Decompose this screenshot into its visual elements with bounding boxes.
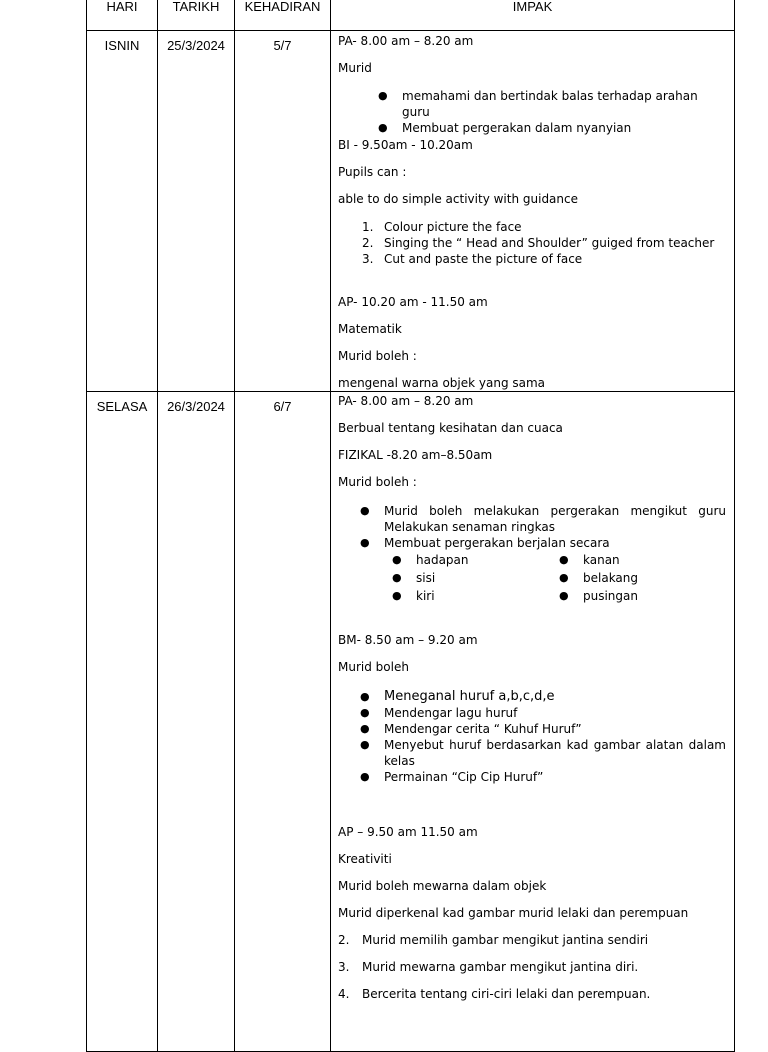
date-cell: 26/3/2024 (158, 392, 235, 1052)
session-time: PA- 8.00 am – 8.20 am (338, 394, 474, 408)
bullet-icon: ● (360, 536, 370, 549)
text-line: able to do simple activity with guidance (338, 192, 578, 206)
text-line: Berbual tentang kesihatan dan cuaca (338, 421, 563, 435)
table-row (87, 392, 735, 1052)
header-tarikh: TARIKH (158, 0, 235, 31)
text-line: Murid boleh mewarna dalam objek (338, 879, 547, 893)
impact-cell (331, 392, 735, 1052)
list-item: ● memahami dan bertindak balas terhadap arahan guru (378, 89, 698, 119)
bullet-icon: ● (360, 690, 370, 703)
text-line: Murid boleh : (338, 349, 417, 363)
session-time: FIZIKAL -8.20 am–8.50am (338, 448, 493, 462)
bullet-list (338, 689, 726, 785)
header-impak: IMPAK (331, 0, 735, 31)
header-kehadiran: KEHADIRAN (235, 0, 331, 31)
list-item: ● belakang (559, 571, 639, 585)
bullet-icon: ● (360, 722, 370, 735)
list-item: 4. Bercerita tentang ciri-ciri lelaki dan perempuan. (338, 987, 651, 1001)
bullet-list (338, 88, 726, 136)
bullet-icon: ● (360, 738, 370, 751)
list-item: 3. Murid mewarna gambar mengikut jantina diri. (338, 960, 639, 974)
list-item: ● Murid boleh melakukan pergerakan mengikut guru Melakukan senaman ringkas (360, 504, 726, 534)
bullet-icon: ● (559, 571, 569, 584)
list-item: ● Mendengar lagu huruf (360, 706, 518, 720)
list-item: 2. Singing the “ Head and Shoulder” guiged from teacher (362, 236, 715, 250)
list-item: ● Membuat pergerakan dalam nyanyian (378, 121, 632, 135)
bullet-icon: ● (360, 770, 370, 783)
list-item: ● Menyebut huruf berdasarkan kad gambar alatan dalam kelas (360, 738, 726, 768)
list-item: ● Permainan “Cip Cip Huruf” (360, 770, 544, 784)
bullet-icon: ● (559, 589, 569, 602)
list-item: 3. Cut and paste the picture of face (362, 252, 583, 266)
bullet-icon: ● (392, 571, 402, 584)
bullet-icon: ● (392, 589, 402, 602)
text-line: Murid diperkenal kad gambar murid lelaki dan perempuan (338, 906, 689, 920)
list-item: 1. Colour picture the face (362, 220, 522, 234)
attendance-impact-table (86, 0, 735, 1052)
direction-list (338, 551, 726, 605)
session-time: AP- 10.20 am - 11.50 am (338, 295, 488, 309)
list-item: ● kiri (392, 589, 435, 603)
attendance-cell: 6/7 (235, 392, 331, 1052)
text-line: mengenal warna objek yang sama (338, 376, 546, 390)
text-line: Murid boleh (338, 660, 409, 674)
bullet-icon: ● (378, 89, 388, 102)
text-line: Murid boleh : (338, 475, 417, 489)
bullet-icon: ● (360, 504, 370, 517)
impact-cell (331, 31, 735, 392)
session-time: AP – 9.50 am 11.50 am (338, 825, 478, 839)
list-item: ● hadapan (392, 553, 469, 567)
numbered-list (338, 219, 726, 267)
day-cell: ISNIN (87, 31, 158, 392)
bullet-icon: ● (392, 553, 402, 566)
session-time: PA- 8.00 am – 8.20 am (338, 34, 474, 48)
bullet-icon: ● (360, 706, 370, 719)
list-item: ● pusingan (559, 589, 638, 603)
session-time: BM- 8.50 am – 9.20 am (338, 633, 478, 647)
list-item: ● Membuat pergerakan berjalan secara (360, 536, 610, 550)
bullet-icon: ● (559, 553, 569, 566)
text-line: Matematik (338, 322, 402, 336)
list-item: 2. Murid memilih gambar mengikut jantina sendiri (338, 933, 649, 947)
header-hari: HARI (87, 0, 158, 31)
day-cell: SELASA (87, 392, 158, 1052)
list-item: ● Mendengar cerita “ Kuhuf Huruf” (360, 722, 582, 736)
header-row (87, 0, 735, 31)
text-line: Pupils can : (338, 165, 407, 179)
attendance-cell: 5/7 (235, 31, 331, 392)
list-item: ● Meneganal huruf a,b,c,d,e (360, 689, 555, 704)
list-item: ● sisi (392, 571, 436, 585)
table-row (87, 31, 735, 392)
bullet-list (338, 503, 726, 551)
session-time: BI - 9.50am - 10.20am (338, 138, 473, 152)
list-item: ● kanan (559, 553, 620, 567)
bullet-icon: ● (378, 121, 388, 134)
text-line: Murid (338, 61, 372, 75)
text-line: Kreativiti (338, 852, 392, 866)
date-cell: 25/3/2024 (158, 31, 235, 392)
